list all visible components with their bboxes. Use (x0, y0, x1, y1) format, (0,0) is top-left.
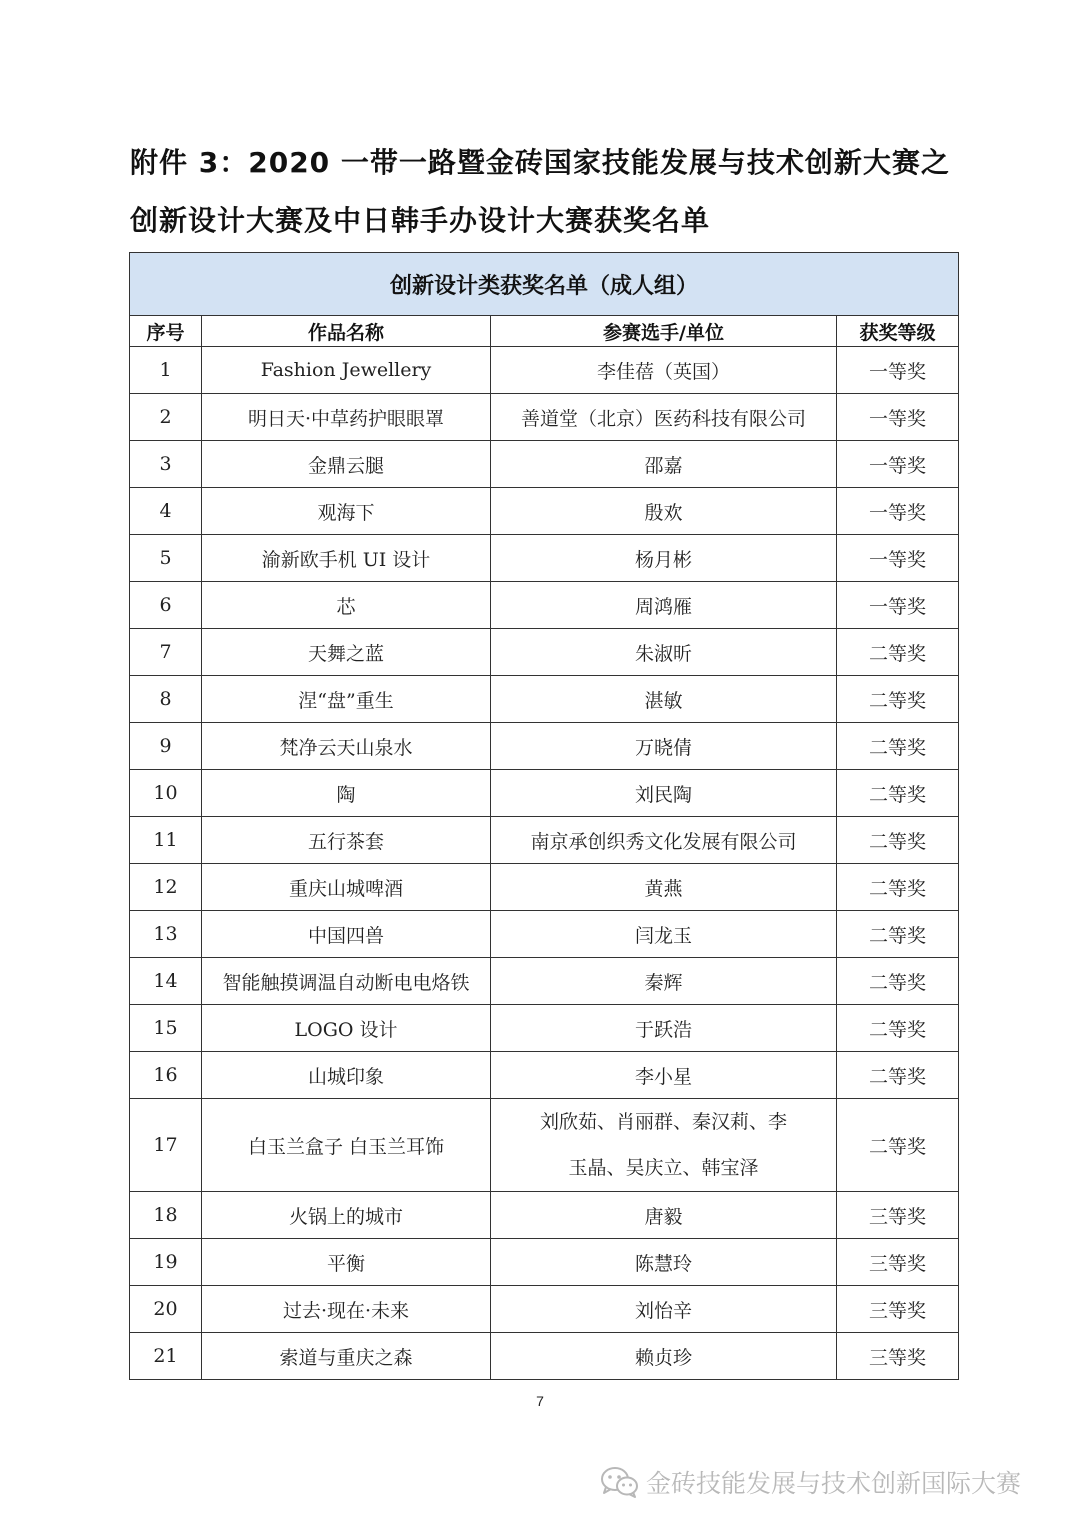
cell-work: 五行茶套 (202, 817, 491, 864)
table-row (130, 770, 959, 817)
cell-index: 1 (130, 347, 202, 394)
table-caption: 创新设计类获奖名单（成人组） (130, 253, 959, 316)
cell-award: 一等奖 (837, 441, 959, 488)
cell-entrant: 朱淑昕 (491, 629, 837, 676)
table-row (130, 535, 959, 582)
table-row (130, 1052, 959, 1099)
table-row (130, 629, 959, 676)
cell-index: 14 (130, 958, 202, 1005)
cell-entrant: 唐毅 (491, 1192, 837, 1239)
table-row (130, 488, 959, 535)
cell-entrant: 邵嘉 (491, 441, 837, 488)
cell-work: 山城印象 (202, 1052, 491, 1099)
cell-entrant: 陈慧玲 (491, 1239, 837, 1286)
cell-award: 二等奖 (837, 770, 959, 817)
cell-work: 重庆山城啤酒 (202, 864, 491, 911)
header-award: 获奖等级 (837, 316, 959, 347)
cell-entrant: 秦辉 (491, 958, 837, 1005)
cell-work: 梵净云天山泉水 (202, 723, 491, 770)
cell-work: 智能触摸调温自动断电电烙铁 (202, 958, 491, 1005)
cell-award: 三等奖 (837, 1286, 959, 1333)
table-row (130, 864, 959, 911)
cell-work: 平衡 (202, 1239, 491, 1286)
cell-award: 二等奖 (837, 864, 959, 911)
cell-work: 渝新欧手机 UI 设计 (202, 535, 491, 582)
cell-index: 8 (130, 676, 202, 723)
cell-index: 16 (130, 1052, 202, 1099)
table-row (130, 1099, 959, 1192)
table-body (130, 347, 959, 1380)
cell-work: 金鼎云腿 (202, 441, 491, 488)
table-row (130, 1333, 959, 1380)
header-work: 作品名称 (202, 316, 491, 347)
cell-award: 一等奖 (837, 347, 959, 394)
table-row (130, 1286, 959, 1333)
cell-award: 一等奖 (837, 582, 959, 629)
page-number: 7 (536, 1393, 544, 1409)
table-row (130, 441, 959, 488)
cell-work: 中国四兽 (202, 911, 491, 958)
cell-work: 明日天·中草药护眼眼罩 (202, 394, 491, 441)
cell-index: 11 (130, 817, 202, 864)
cell-award: 二等奖 (837, 1005, 959, 1052)
cell-entrant: 万晓倩 (491, 723, 837, 770)
cell-award: 二等奖 (837, 958, 959, 1005)
watermark-text: 金砖技能发展与技术创新国际大赛 (646, 1469, 1022, 1498)
table-row (130, 723, 959, 770)
cell-index: 5 (130, 535, 202, 582)
cell-index: 6 (130, 582, 202, 629)
cell-index: 9 (130, 723, 202, 770)
cell-work: 陶 (202, 770, 491, 817)
table-row (130, 1192, 959, 1239)
cell-award: 二等奖 (837, 1099, 959, 1192)
cell-work: 涅“盘”重生 (202, 676, 491, 723)
cell-work: Fashion Jewellery (202, 347, 491, 394)
cell-work: LOGO 设计 (202, 1005, 491, 1052)
cell-index: 17 (130, 1099, 202, 1192)
cell-entrant: 南京承创织秀文化发展有限公司 (491, 817, 837, 864)
table-row (130, 958, 959, 1005)
document-title: 附件 3：2020 一带一路暨金砖国家技能发展与技术创新大赛之创新设计大赛及中日韩手办设计大赛获奖名单 (130, 146, 950, 237)
cell-award: 二等奖 (837, 723, 959, 770)
cell-index: 15 (130, 1005, 202, 1052)
cell-award: 三等奖 (837, 1333, 959, 1380)
cell-award: 二等奖 (837, 676, 959, 723)
table-row (130, 1239, 959, 1286)
table-row (130, 817, 959, 864)
cell-award: 一等奖 (837, 394, 959, 441)
cell-index: 7 (130, 629, 202, 676)
cell-entrant: 殷欢 (491, 488, 837, 535)
cell-award: 二等奖 (837, 629, 959, 676)
cell-work: 芯 (202, 582, 491, 629)
table-row (130, 582, 959, 629)
cell-entrant: 闫龙玉 (491, 911, 837, 958)
cell-index: 21 (130, 1333, 202, 1380)
watermark (600, 1462, 1021, 1502)
table-header-row (130, 316, 959, 347)
header-entrant: 参赛选手/单位 (491, 316, 837, 347)
cell-index: 4 (130, 488, 202, 535)
cell-work: 天舞之蓝 (202, 629, 491, 676)
cell-index: 20 (130, 1286, 202, 1333)
cell-entrant: 刘民陶 (491, 770, 837, 817)
wechat-icon (600, 1465, 640, 1499)
cell-work: 火锅上的城市 (202, 1192, 491, 1239)
cell-award: 二等奖 (837, 911, 959, 958)
cell-index: 12 (130, 864, 202, 911)
cell-award: 二等奖 (837, 1052, 959, 1099)
table-row (130, 911, 959, 958)
cell-award: 三等奖 (837, 1192, 959, 1239)
cell-entrant: 湛敏 (491, 676, 837, 723)
table-row (130, 676, 959, 723)
cell-index: 18 (130, 1192, 202, 1239)
cell-index: 2 (130, 394, 202, 441)
cell-entrant: 刘欣茹、肖丽群、秦汉莉、李玉晶、吴庆立、韩宝泽 (491, 1099, 837, 1192)
cell-entrant: 李佳蓓（英国） (491, 347, 837, 394)
table-row (130, 394, 959, 441)
cell-award: 三等奖 (837, 1239, 959, 1286)
cell-work: 过去·现在·未来 (202, 1286, 491, 1333)
cell-entrant: 善道堂（北京）医药科技有限公司 (491, 394, 837, 441)
cell-index: 3 (130, 441, 202, 488)
awards-table (129, 252, 959, 1380)
cell-entrant: 李小星 (491, 1052, 837, 1099)
table-row (130, 1005, 959, 1052)
cell-entrant: 周鸿雁 (491, 582, 837, 629)
cell-work: 观海下 (202, 488, 491, 535)
table-row (130, 347, 959, 394)
cell-award: 二等奖 (837, 817, 959, 864)
cell-index: 13 (130, 911, 202, 958)
cell-entrant: 赖贞珍 (491, 1333, 837, 1380)
cell-entrant: 杨月彬 (491, 535, 837, 582)
cell-work: 白玉兰盒子 白玉兰耳饰 (202, 1099, 491, 1192)
cell-award: 一等奖 (837, 535, 959, 582)
header-index: 序号 (130, 316, 202, 347)
cell-award: 一等奖 (837, 488, 959, 535)
cell-index: 19 (130, 1239, 202, 1286)
cell-work: 索道与重庆之森 (202, 1333, 491, 1380)
cell-entrant: 于跃浩 (491, 1005, 837, 1052)
cell-entrant: 黄燕 (491, 864, 837, 911)
cell-index: 10 (130, 770, 202, 817)
cell-entrant: 刘怡辛 (491, 1286, 837, 1333)
